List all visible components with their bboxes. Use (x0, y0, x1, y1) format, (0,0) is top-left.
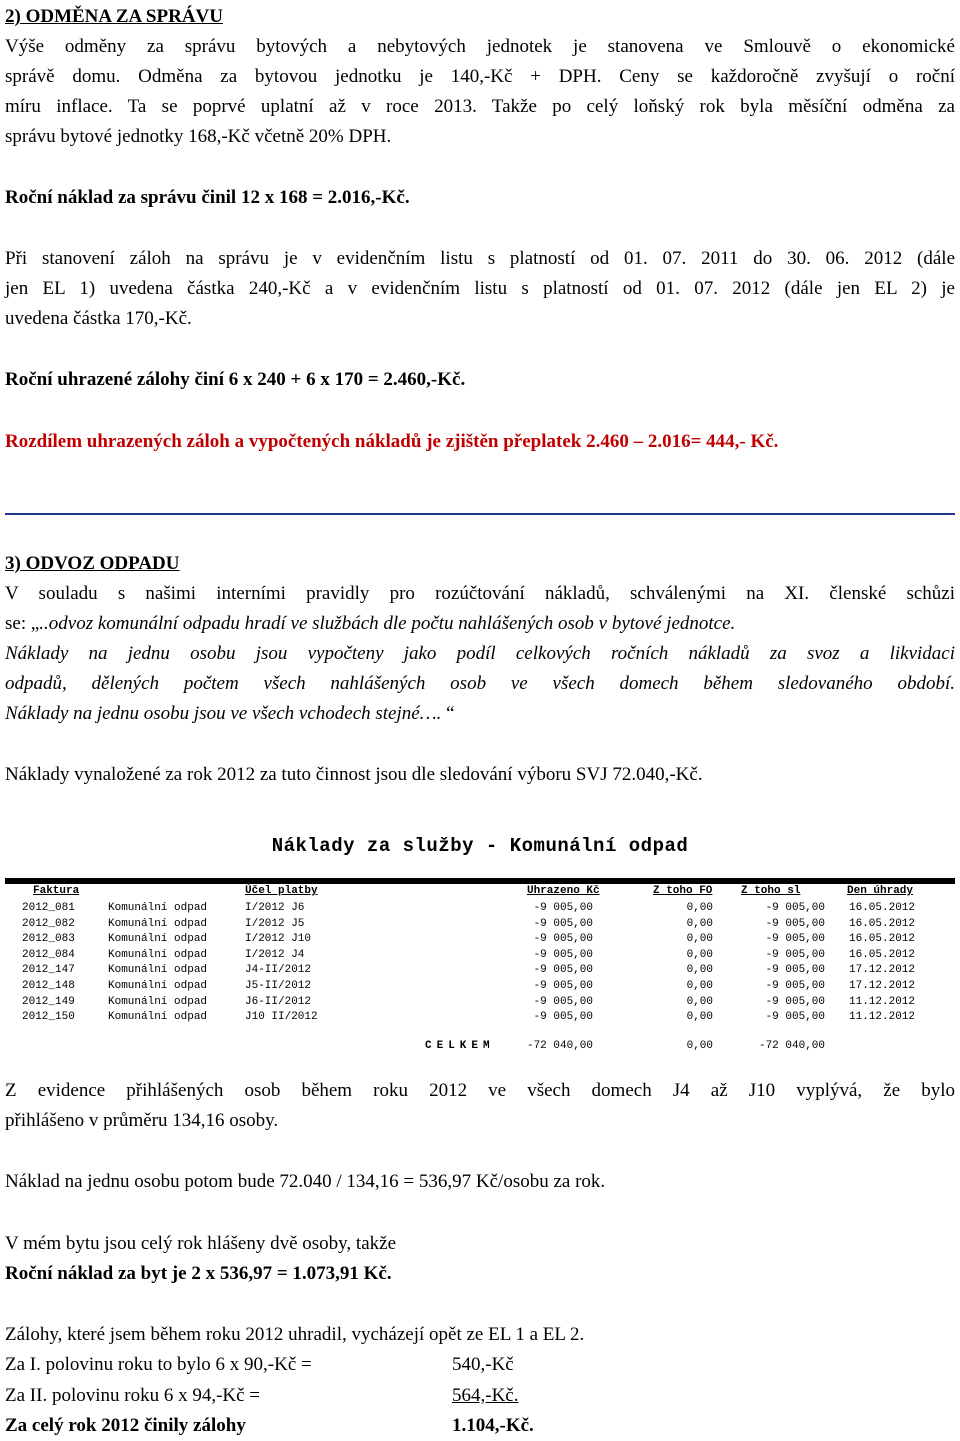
invoice-cell: 2012_084 (22, 948, 75, 961)
advance-value: 540,-Kč (452, 1354, 514, 1375)
fo-cell: 0,00 (686, 995, 713, 1008)
column-header: Faktura (33, 885, 80, 897)
purpose-cell: Komunální odpad (108, 902, 208, 914)
paid-cell: -9 005,00 (533, 980, 593, 992)
advance-label: Za I. polovinu roku to bylo 6 x 90,-Kč = (5, 1354, 312, 1375)
sl-cell: -9 005,00 (765, 948, 825, 961)
my-flat: V mém bytu jsou celý rok hlášeny dvě osoby, takže (5, 1233, 397, 1254)
paid-cell: -9 005,00 (533, 902, 593, 914)
period-cell: I/2012 J10 (245, 933, 312, 946)
purpose-cell: Komunální odpad (108, 948, 208, 961)
invoice-cell: 2012_147 (22, 964, 75, 977)
section-3-heading: 3) ODVOZ ODPADU (5, 553, 180, 574)
quote-prefix: se: „ (5, 613, 40, 634)
column-header: Den úhrady (847, 885, 914, 897)
paragraph-line: Z evidence přihlášených osob během roku 2012 ve všech domech J4 až J10 vyplývá, že bylo (5, 1080, 955, 1101)
sl-cell: -9 005,00 (765, 917, 825, 930)
column-header: Z toho FO (653, 885, 713, 897)
column-header: Účel platby (245, 885, 318, 897)
period-cell: J10 II/2012 (245, 1011, 318, 1024)
fo-cell: 0,00 (686, 948, 713, 961)
paragraph-line: Náklady na jednu osobu jsou vypočteny jako podíl celkových ročních nákladů za svoz a likvidaci (5, 643, 955, 664)
sl-cell: -9 005,00 (765, 933, 825, 946)
paragraph-line: V souladu s našimi interními pravidly pro rozúčtování nákladů, schválenými na XI. členské schůzi (5, 583, 955, 604)
invoice-cell: 2012_083 (22, 933, 75, 946)
table-row (5, 962, 955, 978)
date-cell: 16.05.2012 (849, 902, 916, 914)
advance-value: 564,-Kč. (452, 1385, 519, 1406)
paid-cell: -9 005,00 (533, 995, 593, 1008)
date-cell: 16.05.2012 (849, 933, 916, 946)
period-cell: J6-II/2012 (245, 995, 312, 1008)
paragraph-line: Při stanovení záloh na správu je v evidenčním listu s platností od 01. 07. 2011 do 30. 06. 2012 (dále (5, 248, 955, 269)
period-cell: J4-II/2012 (245, 964, 312, 977)
advances-intro: Zálohy, které jsem během roku 2012 uhradil, vycházejí opět ze EL 1 a EL 2. (5, 1324, 585, 1345)
section-divider (5, 513, 955, 515)
paid-cell: -9 005,00 (533, 917, 593, 930)
total-label: CELKEM (425, 1040, 495, 1052)
total-paid: -72 040,00 (526, 1040, 593, 1052)
invoice-cell: 2012_150 (22, 1011, 75, 1024)
total-sl: -72 040,00 (758, 1040, 825, 1052)
paid-cell: -9 005,00 (533, 948, 593, 961)
sl-cell: -9 005,00 (765, 902, 825, 914)
invoice-cell: 2012_082 (22, 917, 75, 930)
column-header: Z toho sl (741, 885, 801, 897)
fo-cell: 0,00 (686, 902, 713, 914)
overpayment-result: Rozdílem uhrazených záloh a vypočtených nákladů je zjištěn přeplatek 2.460 – 2.016= 444,- Kč. (5, 431, 779, 452)
column-header: Uhrazeno Kč (527, 885, 600, 897)
table-title: Náklady za služby - Komunální odpad (271, 835, 689, 857)
scanned-cost-table (5, 832, 955, 1062)
invoice-cell: 2012_081 (22, 902, 75, 914)
paragraph-line (5, 699, 955, 729)
flat-annual-cost: Roční náklad za byt je 2 x 536,97 = 1.073,91 Kč. (5, 1263, 392, 1284)
table-row (5, 947, 955, 963)
table-header-rule (5, 878, 955, 884)
date-cell: 11.12.2012 (849, 1011, 916, 1024)
invoice-cell: 2012_149 (22, 995, 75, 1008)
paragraph-line: Výše odměny za správu bytových a nebytových jednotek je stanovena ve Smlouvě o ekonomické (5, 36, 955, 57)
fo-cell: 0,00 (686, 980, 713, 992)
fo-cell: 0,00 (686, 1011, 713, 1024)
paid-cell: -9 005,00 (533, 933, 593, 946)
paragraph-line: správě domu. Odměna za bytovou jednotku je 140,-Kč + DPH. Ceny se každoročně zvyšují o roční (5, 66, 955, 87)
purpose-cell: Komunální odpad (108, 980, 208, 992)
fo-cell: 0,00 (686, 917, 713, 930)
waste-costs: Náklady vynaložené za rok 2012 za tuto činnost jsou dle sledování výboru SVJ 72.040,-Kč. (5, 764, 703, 785)
fo-cell: 0,00 (686, 964, 713, 977)
paragraph-line: jen EL 1) uvedena částka 240,-Kč a v evidenčním listu s platností od 01. 07. 2012 (dále jen EL 2) je (5, 278, 955, 299)
purpose-cell: Komunální odpad (108, 995, 208, 1008)
italic-rule-text: ..odvoz komunální odpadu hradí ve službách dle počtu nahlášených osob v bytové jednotce. (39, 613, 736, 634)
paid-advances: Roční uhrazené zálohy činí 6 x 240 + 6 x 170 = 2.460,-Kč. (5, 369, 466, 390)
total-fo: 0,00 (686, 1040, 713, 1052)
quote-suffix: “ (441, 703, 455, 724)
fo-cell: 0,00 (686, 933, 713, 946)
advance-total-value: 1.104,-Kč. (452, 1415, 534, 1436)
sl-cell: -9 005,00 (765, 964, 825, 977)
paragraph-line: správu bytové jednotky 168,-Kč včetně 20% DPH. (5, 126, 392, 147)
period-cell: I/2012 J5 (245, 917, 305, 930)
date-cell: 17.12.2012 (849, 980, 916, 992)
table-row (5, 931, 955, 947)
date-cell: 11.12.2012 (849, 995, 916, 1008)
paragraph-line (5, 609, 955, 639)
date-cell: 16.05.2012 (849, 948, 916, 961)
table-row (5, 900, 955, 916)
table-row (5, 994, 955, 1010)
paragraph-line: míru inflace. Ta se poprvé uplatní až v roce 2013. Takže po celý loňský rok byla měsíční odměna za (5, 96, 955, 117)
period-cell: J5-II/2012 (245, 980, 312, 992)
purpose-cell: Komunální odpad (108, 1011, 208, 1024)
period-cell: I/2012 J4 (245, 948, 305, 961)
sl-cell: -9 005,00 (765, 1011, 825, 1024)
purpose-cell: Komunální odpad (108, 917, 208, 930)
date-cell: 17.12.2012 (849, 964, 916, 977)
paragraph-line: přihlášeno v průměru 134,16 osoby. (5, 1110, 279, 1131)
table-row (5, 978, 955, 994)
sl-cell: -9 005,00 (765, 995, 825, 1008)
cost-per-person: Náklad na jednu osobu potom bude 72.040 / 134,16 = 536,97 Kč/osobu za rok. (5, 1171, 606, 1192)
purpose-cell: Komunální odpad (108, 964, 208, 977)
paid-cell: -9 005,00 (533, 1011, 593, 1024)
table-row (5, 916, 955, 932)
advance-label: Za II. polovinu roku 6 x 94,-Kč = (5, 1385, 261, 1406)
italic-rule-text: Náklady na jednu osobu jsou ve všech vchodech stejné…. (5, 703, 442, 724)
period-cell: I/2012 J6 (245, 902, 305, 914)
purpose-cell: Komunální odpad (108, 933, 208, 946)
table-row (5, 1009, 955, 1025)
invoice-cell: 2012_148 (22, 980, 75, 992)
section-2-heading: 2) ODMĚNA ZA SPRÁVU (5, 6, 223, 27)
annual-cost: Roční náklad za správu činil 12 x 168 = 2.016,-Kč. (5, 187, 410, 208)
paragraph-line: odpadů, dělených počtem všech nahlášených osob ve všech domech během sledovaného období. (5, 673, 955, 694)
paid-cell: -9 005,00 (533, 964, 593, 977)
paragraph-line: uvedena částka 170,-Kč. (5, 308, 192, 329)
date-cell: 16.05.2012 (849, 917, 916, 930)
sl-cell: -9 005,00 (765, 980, 825, 992)
advance-total-label: Za celý rok 2012 činily zálohy (5, 1415, 246, 1436)
